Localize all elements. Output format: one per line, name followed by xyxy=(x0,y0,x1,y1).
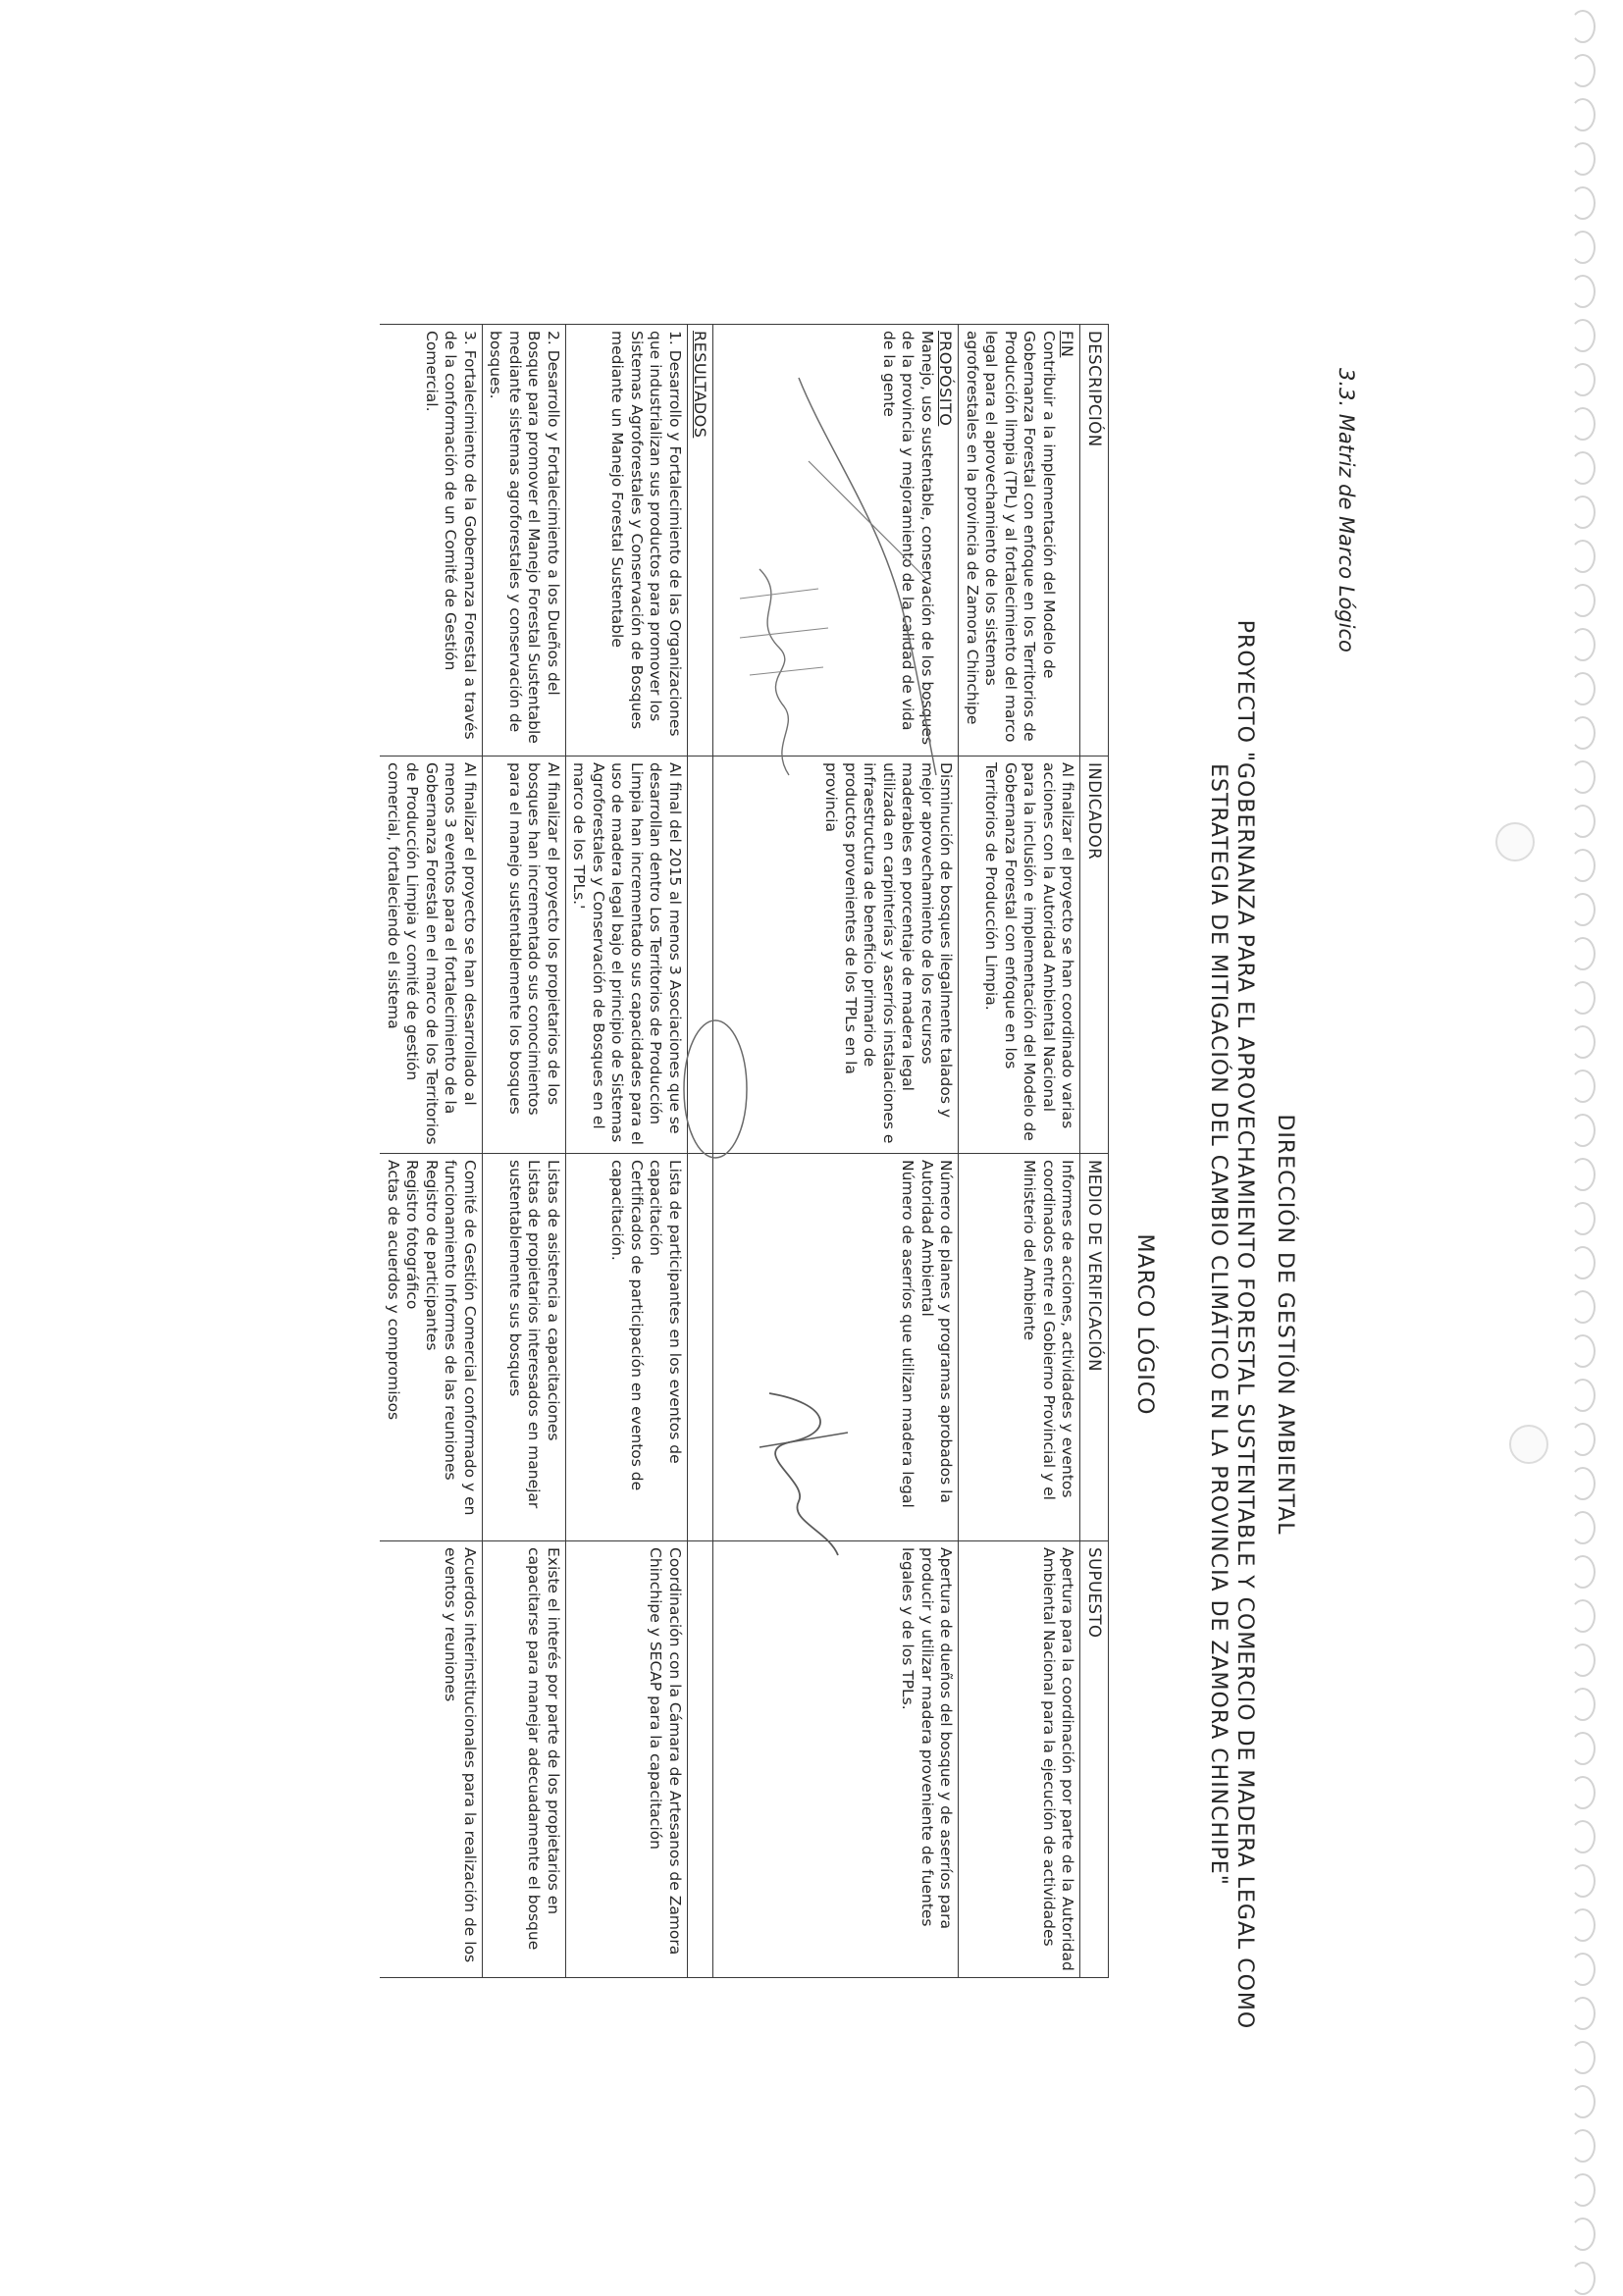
proposito-descripcion: Manejo, uso sustentable, conservación de los bosques de la provincia y mejoramiento de la calidad de vida de la gente xyxy=(880,331,936,746)
resultados-label-empty xyxy=(688,1154,714,1541)
resultado-2-indicador: Al finalizar el proyecto los propietarios de los bosques han incrementado sus conocimientos para el manejo sustentablemente los bosques xyxy=(483,757,566,1154)
proposito-indicador: Disminución de bosques ilegalmente talados y mejor aprovechamiento de los recursos maderables en porcentaje de madera legal utilizada en carpinterías y aserríos instalaciones e infraestructura de beneficio primario de productos provenientes de los TPLs en la provincia xyxy=(713,757,959,1154)
header-indicador: INDICADOR xyxy=(1080,757,1109,1154)
table-row-resultado-3 xyxy=(381,325,483,1978)
table-row-proposito xyxy=(713,325,959,1978)
fin-supuesto: Apertura para la coordinación por parte de la Autoridad Ambiental Nacional para la ejecución de actividades xyxy=(959,1541,1080,1978)
resultado-1-indicador: Al final del 2015 al menos 3 Asociaciones que se desarrollan dentro Los Territorios de Producción Limpia han incrementado sus capacidades para el uso de madera legal bajo el principio de Sistemas Agroforestales y Conservación de Bosques en el marco de los TPLs.' xyxy=(566,757,688,1154)
heading-direction: DIRECCIÓN DE GESTIÓN AMBIENTAL xyxy=(1273,1114,1297,1536)
logical-framework-table xyxy=(381,324,1110,1978)
section-title: 3.3. Matriz de Marco Lógico xyxy=(1335,368,1358,652)
header-supuesto: SUPUESTO xyxy=(1080,1541,1109,1978)
resultado-1-supuesto: Coordinación con la Cámara de Artesanos de Zamora Chinchipe y SECAP para la capacitación xyxy=(566,1541,688,1978)
resultado-3-indicador: Al finalizar el proyecto se han desarrollado al menos 3 eventos para el fortalecimiento de la Gobernanza Forestal en el marco de los Territorios de Producción Limpia y comité de gestión comercial, fortaleciendo el sistema xyxy=(381,757,483,1154)
header-medio: MEDIO DE VERIFICACIÓN xyxy=(1080,1154,1109,1541)
proposito-medio: Número de planes y programas aprobados la Autoridad Ambiental Número de aserríos que utilizan madera legal xyxy=(713,1154,959,1541)
fin-medio: Informes de acciones, actividades y eventos coordinados entre el Gobierno Provincial y el Ministerio del Ambiente xyxy=(959,1154,1080,1541)
table-row-resultado-2 xyxy=(483,325,566,1978)
resultado-1-medio: Lista de participantes en los eventos de capacitación Certificados de participación en eventos de capacitación. xyxy=(566,1154,688,1541)
resultado-1-descripcion: 1. Desarrollo y Fortalecimiento de las Organizaciones que industrializan sus productos para promover los Sistemas Agroforestales y Conservación de Bosques mediante un Manejo Forestal Sustentable xyxy=(566,325,688,757)
resultado-3-descripcion: 3. Fortalecimiento de la Gobernanza Forestal a través de la conformación de un Comité de Gestión Comercial. xyxy=(381,325,483,757)
resultados-label-text: RESULTADOS xyxy=(691,331,710,439)
heading-project: PROYECTO "GOBERNANZA PARA EL APROVECHAMIENTO FORESTAL SUSTENTABLE Y COMERCIO DE MADERA LEGAL COMO ESTRATEGIA DE MITIGACIÓN DEL CAMBIO CLIMÁTICO EN LA PROVINCIA DE ZAMORA CHINCHIPE" xyxy=(1206,619,1257,2030)
table-header-row xyxy=(1080,325,1109,1978)
table-row-resultados-label xyxy=(688,325,714,1978)
fin-indicador: Al finalizar el proyecto se han coordinado varias acciones con la Autoridad Ambiental Nacional para la inclusión e implementación del Modelo de Gobernanza Forestal con enfoque en los Territorios de Producción Limpia. xyxy=(959,757,1080,1154)
proposito-supuesto: Apertura de dueños del bosque y de aserríos para producir y utilizar madera proveniente de fuentes legales y de los TPLs. xyxy=(713,1541,959,1978)
resultados-label-empty xyxy=(688,1541,714,1978)
table-row-fin xyxy=(959,325,1080,1978)
proposito-descripcion-cell xyxy=(713,325,959,757)
resultado-2-medio: Listas de asistencia a capacitaciones Listas de propietarios interesados en manejar sustentablemente sus bosques xyxy=(483,1154,566,1541)
fin-label: FIN xyxy=(1058,331,1077,358)
fin-descripcion-cell xyxy=(959,325,1080,757)
resultado-2-supuesto: Existe el interés por parte de los propietarios en capacitarse para manejar adecuadamente el bosque xyxy=(483,1541,566,1978)
proposito-label: PROPÓSITO xyxy=(936,331,956,427)
resultados-label xyxy=(688,325,714,757)
header-descripcion: DESCRIPCIÓN xyxy=(1080,325,1109,757)
heading-logical-framework: MARCO LÓGICO xyxy=(1132,1233,1157,1416)
fin-descripcion: Contribuir a la implementación del Modelo de Gobernanza Forestal con enfoque en los Territorios de Producción limpia (TPL) y al fortalecimiento del marco legal para el aprovechamiento de los sistemas agroforestales en la provincia de Zamora Chinchipe xyxy=(964,331,1058,743)
resultado-3-medio: Comité de Gestión Comercial conformado y en funcionamiento Informes de las reuniones Registro de participantes Registro fotográfico Actas de acuerdos y compromisos xyxy=(381,1154,483,1541)
resultado-2-descripcion: 2. Desarrollo y Fortalecimiento a los Dueños del Bosque para promover el Manejo Forestal Sustentable mediante sistemas agroforestales y conservación de bosques. xyxy=(483,325,566,757)
resultados-label-empty xyxy=(688,757,714,1154)
resultado-3-supuesto: Acuerdos interinstitucionales para la realización de los eventos y reuniones xyxy=(381,1541,483,1978)
table-row-resultado-1 xyxy=(566,325,688,1978)
